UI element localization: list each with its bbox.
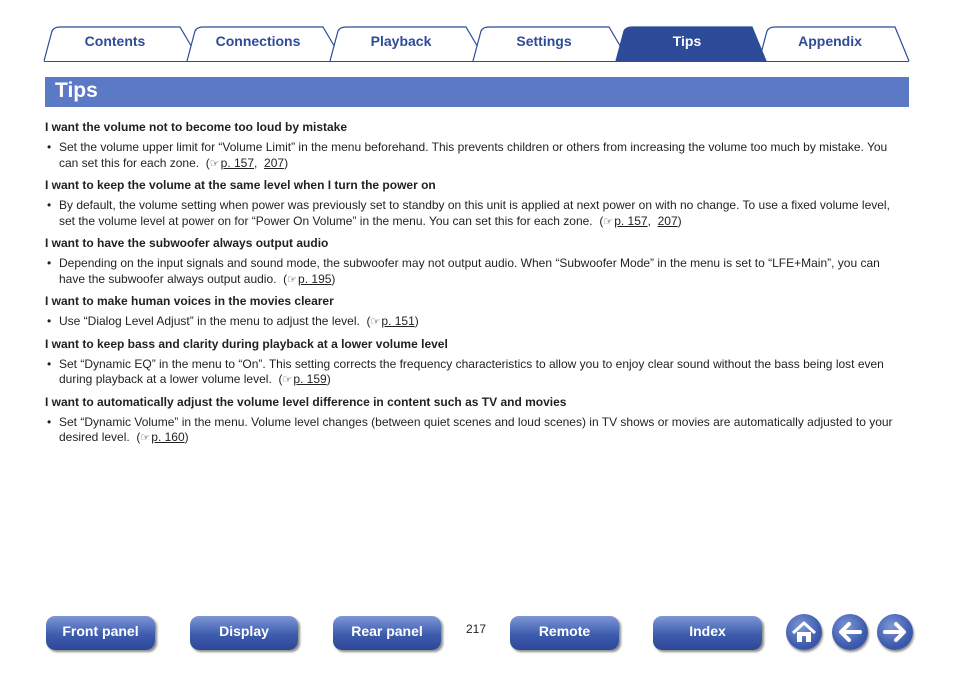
tip-bullet [45, 314, 909, 331]
tab-connections[interactable]: Connections [215, 33, 301, 49]
tip-heading: I want to automatically adjust the volume level difference in content such as TV and movies [45, 394, 567, 409]
pointing-hand-icon: ☞ [282, 374, 293, 386]
page-link[interactable]: 207 [657, 213, 678, 228]
pointing-hand-icon: ☞ [370, 316, 381, 328]
tip-section [45, 294, 909, 331]
forward-button[interactable] [877, 614, 913, 650]
reference: (☞p. 151) [363, 314, 419, 328]
tip-heading: I want to make human voices in the movies clearer [45, 294, 334, 308]
tip-bullet [45, 140, 909, 172]
tip-text: Depending on the input signals and sound mode, the subwoofer may not output audio. When “Subwoofer Mode” in the menu is set to “LFE+Main”, you can have the subwoofer always output audio. [59, 256, 880, 286]
tip-heading: I want to have the subwoofer always output audio [45, 236, 329, 250]
reference: (☞p. 159) [275, 372, 331, 386]
tip-bullet [45, 256, 909, 288]
tip-section [45, 120, 909, 172]
tip-section [45, 178, 909, 230]
front-panel-button[interactable]: Front panel [46, 616, 155, 650]
index-button[interactable]: Index [653, 616, 762, 650]
tip-section [45, 337, 909, 389]
tip-heading: I want the volume not to become too loud by mistake [45, 120, 348, 134]
tip-bullet [45, 198, 909, 230]
tip-bullet [45, 357, 909, 389]
tab-bar [0, 0, 954, 64]
tip-text: By default, the volume setting when power was previously set to standby on this unit is applied at next power on with no change. To use a fixed volume level, set the volume level at power on for “Power On Volume” in the menu. You can set this for each zone. [59, 198, 890, 228]
pointing-hand-icon: ☞ [209, 157, 220, 170]
page-link[interactable]: p. 159 [293, 372, 327, 386]
home-icon [786, 614, 822, 650]
reference: (☞p. 195) [280, 272, 336, 286]
pointing-hand-icon: ☞ [603, 215, 614, 228]
tab-tips[interactable]: Tips [672, 33, 702, 49]
tip-section [45, 236, 909, 288]
tip-section [45, 395, 909, 447]
page-link[interactable]: p. 157 [220, 155, 255, 170]
pointing-hand-icon: ☞ [287, 273, 298, 286]
tip-bullet [45, 415, 909, 447]
home-button[interactable] [786, 614, 822, 650]
tab-playback[interactable]: Playback [370, 33, 432, 49]
page-link[interactable]: p. 151 [381, 314, 415, 328]
page-link[interactable]: p. 157 [614, 213, 648, 228]
reference: (☞p. 157, 207) [202, 156, 288, 170]
page-number: 217 [466, 622, 487, 636]
tab-appendix[interactable]: Appendix [798, 33, 862, 49]
back-button[interactable] [832, 614, 868, 650]
tab-settings[interactable]: Settings [516, 33, 572, 49]
arrow-right-icon [877, 614, 913, 650]
tip-heading: I want to keep the volume at the same level when I turn the power on [45, 178, 436, 192]
rear-panel-button[interactable]: Rear panel [333, 616, 441, 650]
tab-contents[interactable]: Contents [84, 33, 146, 49]
tip-text: Set “Dynamic Volume” in the menu. Volume level changes (between quiet scenes and loud scenes) in TV shows or movies are automatically adjusted to your desired level. [59, 414, 893, 444]
title-banner [45, 77, 909, 107]
tips-content [45, 120, 909, 453]
tab-shapes [0, 0, 954, 64]
page-link[interactable]: p. 160 [151, 430, 185, 444]
display-button[interactable]: Display [190, 616, 298, 650]
pointing-hand-icon: ☞ [140, 432, 151, 444]
arrow-left-icon [832, 614, 868, 650]
page-title: Tips [55, 79, 98, 102]
tip-text: Use “Dialog Level Adjust” in the menu to adjust the level. [59, 314, 360, 328]
remote-button[interactable]: Remote [510, 616, 619, 650]
tip-text: Set “Dynamic EQ” in the menu to “On”. This setting corrects the frequency characteristics to allow you to enjoy clear sound without the bass being lost even during playback at a lower volume level. [59, 356, 884, 386]
tip-text: Set the volume upper limit for “Volume Limit” in the menu beforehand. This prevents children or others from increasing the volume too much by mistake. You can set this for each zone. [59, 140, 888, 170]
page-link[interactable]: p. 195 [298, 271, 332, 286]
tip-heading: I want to keep bass and clarity during playback at a lower volume level [45, 336, 448, 351]
reference: (☞p. 160) [133, 430, 189, 444]
reference: (☞p. 157, 207) [596, 214, 682, 228]
page-link[interactable]: 207 [264, 155, 285, 170]
